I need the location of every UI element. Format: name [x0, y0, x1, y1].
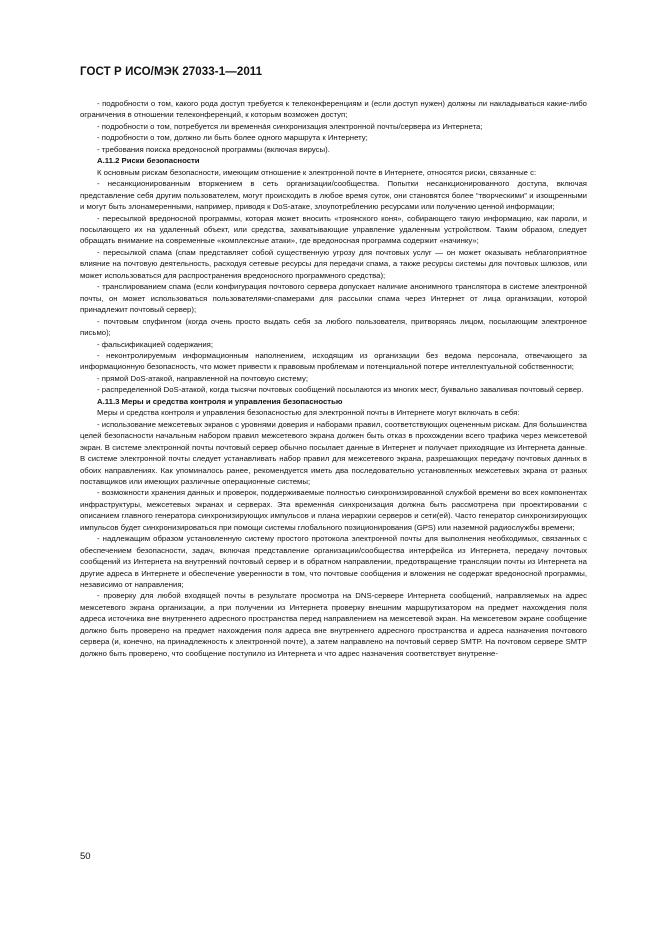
document-body: [80, 98, 587, 659]
list-item-distributed-dos: - распределенной DoS-атакой, когда тысячи почтовых сообщений посылаются из многих мест, буквально заваливая почтовый сервер.: [97, 385, 584, 395]
list-item-content-falsification: - фальсификацией содержания;: [97, 339, 214, 349]
list-item-malware-search: - требования поиска вредоносной программы (включая вирусы).: [97, 144, 330, 154]
page-number: 50: [80, 851, 91, 862]
list-item-unauthorized-intrusion: - несанкционированным вторжением в сеть организации/сообщества. Попытки несанкционированного доступа, включая представление себя другим пользователем, могут происходить в любое время суток, они становятся более “творческими” и изощренными и могут быть злонамеренными, например, приводя к DoS-атаке, злоупотреблению ресурсами или получению ценной информации;: [80, 179, 587, 212]
document-header: ГОСТ Р ИСО/МЭК 27033-1—2011: [80, 66, 263, 78]
list-item-malware-forwarding: - пересылкой вредоносной программы, которая может вносить «троянского коня», собирающего такую информацию, как пароли, и посылающего их на удаленный объект, или средства, захватывающие управление удаленным устройством. Таким образом, следует обращать внимание на современные «комплексные атаки», где вредоносная программа содержит «начинку»;: [80, 213, 587, 246]
list-item-incoming-mail-check: - проверку для любой входящей почты в результате просмотра на DNS-сервере Интернета сообщений, направляемых на адрес межсетевого экрана организации, а при получении из Интернета проверку внешним маршрутизатором на предмет нахождения поля адреса источника вне внутреннего адресного пространства перед направлением на межсетевой экран. На межсетевом экране сообщение должно быть проверено на предмет нахождения поля адреса вне внутреннего адресного пространства и адреса назначения почтового сервера (и, конечно, на принадлежность к электронной почте), а затем направлено на почтовый сервер SMTP. На почтовом сервере SMTP должно быть проверено, что сообщение поступило из Интернета и что адрес назначения соответствует внутренне-: [80, 591, 587, 658]
paragraph-controls-intro: Меры и средства контроля и управления безопасностью для электронной почты в Интернете могут включать в себя:: [97, 408, 520, 418]
list-item-smtp-system: - надлежащим образом установленную систему простого протокола электронной почты для выполнения необходимых, связанных с обеспечением безопасности, задач, включая представление организации/сообщества интерфейса из Интернета, передачу почтовых сообщений из Интернета на внутренний почтовый сервер и в обратном направлении, предотвращение трансляции почты из Интернета на другие адреса в Интернете и обеспечение уверенности в том, что почтовые сообщения и вложения не содержат вредоносной программы, независимо от направления;: [80, 534, 587, 590]
list-item-teleconference-access: - подробности о том, какого рода доступ требуется к телеконференциям и (если доступ нужен) должны ли накладываться какие-либо ограничения в отношении телеконференций, к которым возможен доступ;: [80, 99, 587, 120]
section-heading-security-controls: А.11.3 Меры и средства контроля и управления безопасностью: [97, 396, 343, 406]
section-heading-security-risks: А.11.2 Риски безопасности: [97, 156, 200, 166]
list-item-mail-spoofing: - почтовым спуфингом (когда очень просто выдать себя за любого пользователя, притворяясь лицом, посылающим электронное письмо);: [80, 316, 587, 338]
list-item-firewalls: - использование межсетевых экранов с уровнями доверия и наборами правил, соответствующих оцененным рискам. Для большинства целей безопасности начальным набором правил межсетевого экрана должен быть отказ в прохождении всего трафика через межсетевой экран. В системе электронной почты почтовый сервер обычно посылает данные в Интернет и получает приходящие из Интернета данные. В системе электронной почты следует устанавливать набор правил для межсетевого экрана, разрешающих передачу почтовых данных в обоих направлениях. Как упоминалось ранее, рекомендуется иметь два последовательно установленных межсетевых экрана от разных поставщиков или имеющих различные операционные системы;: [80, 419, 587, 486]
list-item-spam-relay: - транслированием спама (если конфигурация почтового сервера допускает наличие анонимного транслятора в системе электронной почты, он может использоваться пользователями-спамерами для рассылки спама через Интернет от лица организации, которой принадлежит почтовый сервер);: [80, 282, 587, 315]
list-item-uncontrolled-content: - неконтролируемым информационным наполнением, исходящим из организации без ведома персонала, отвечающего за информационную безопасность, что может привести к правовым проблемам и потенциальной потере интеллектуальной собственности;: [80, 350, 587, 372]
list-item-time-sync: - подробности о том, потребуется ли временна́я синхронизация электронной почты/сервера из Интернета;: [97, 121, 483, 131]
list-item-spam-forwarding: - пересылкой спама (спам представляет собой существенную угрозу для почтовых услуг — он может оказывать неблагоприятное влияние на почтовую деятельность, расходуя сетевые ресурсы для передачи спама, а также ресурсы системы для почтовых шлюзов, или может использоваться для распространения вредоносного программного средства);: [80, 247, 587, 280]
list-item-direct-dos: - прямой DoS-атакой, направленной на почтовую систему;: [97, 373, 308, 383]
paragraph-risks-intro: К основным рискам безопасности, имеющим отношение к электронной почте в Интернете, относятся риски, связанные с:: [97, 167, 537, 177]
list-item-time-service: - возможности хранения данных и проверок, поддерживаемые полностью синхронизированной службой времени во всех компонентах инфраструктуры, межсетевых экранах и серверах. Эта временна́я синхронизация должна быть рассмотрена при проектировании с описанием главного генератора синхронизирующих импульсов и плана иерархии серверов и сети(ей). Часто генератор синхронизирующих импульсов будет синхронизироваться при помощи системы глобального позиционирования (GPS) или наземной радиослужбы времени;: [80, 488, 587, 532]
list-item-multiple-routes: - подробности о том, должно ли быть более одного маршрута к Интернету;: [97, 133, 368, 143]
